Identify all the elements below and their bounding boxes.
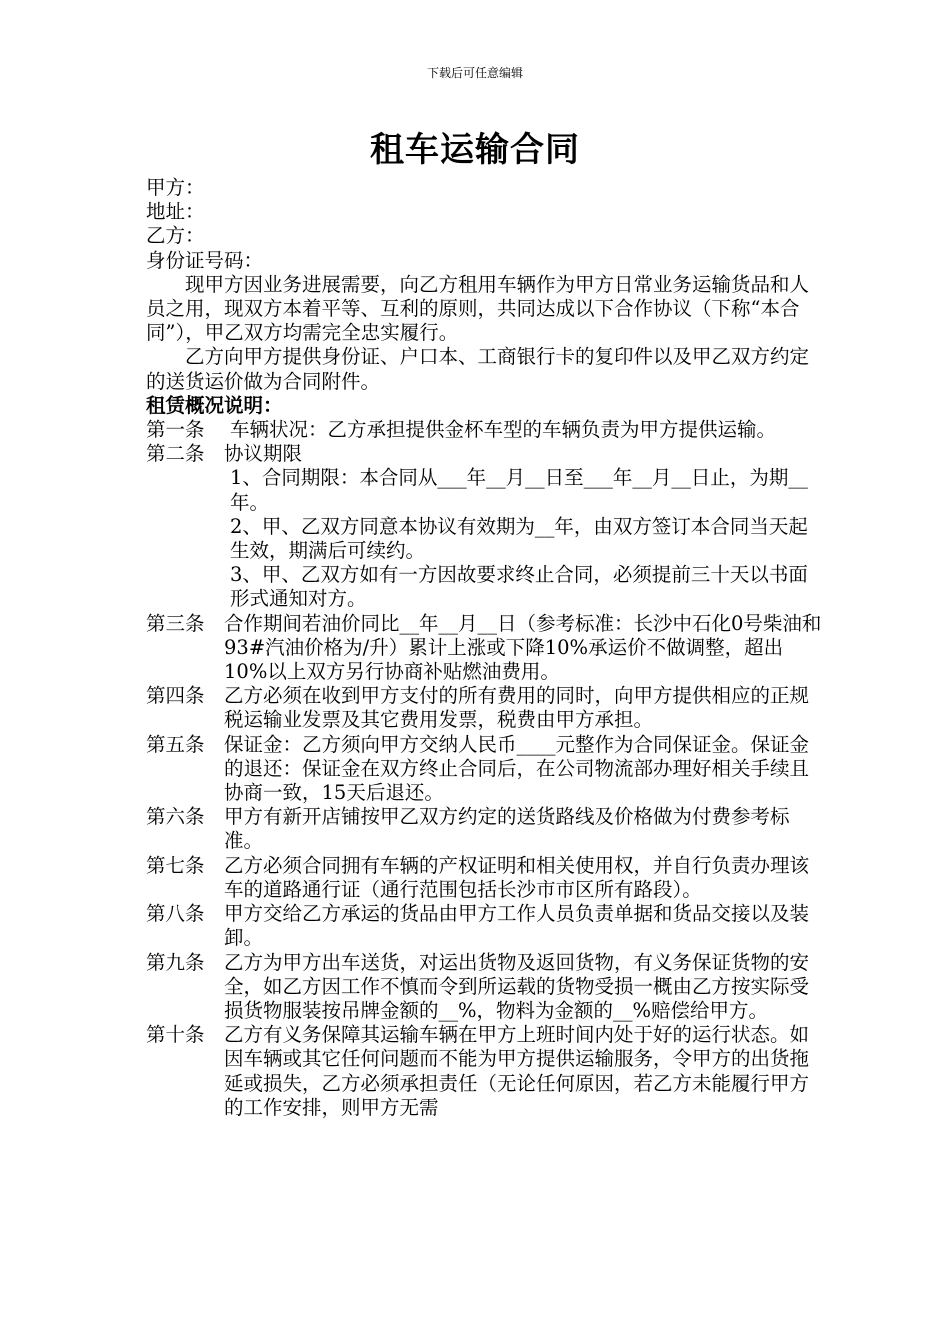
article-number: 第六条 bbox=[146, 805, 205, 829]
document-title: 租车运输合同 bbox=[370, 130, 580, 170]
article-number: 第四条 bbox=[146, 684, 205, 708]
article-9 bbox=[146, 951, 826, 1024]
article-2-item-1: 1、合同期限：本合同从___年__月__日至___年__月__日止，为期__年。 bbox=[230, 466, 808, 514]
attachment-paragraph: 乙方向甲方提供身份证、户口本、工商银行卡的复印件以及甲乙双方约定的送货运价做为合同附件。 bbox=[146, 345, 810, 393]
party-b-field: 乙方： bbox=[146, 224, 205, 248]
article-text: 乙方必须在收到甲方支付的所有费用的同时，向甲方提供相应的正规税运输业发票及其它费用发票，税费由甲方承担。 bbox=[224, 684, 810, 732]
article-number: 第三条 bbox=[146, 611, 205, 635]
article-3 bbox=[146, 612, 826, 685]
article-text: 甲方交给乙方承运的货品由甲方工作人员负责单据和货品交接以及装卸。 bbox=[224, 902, 810, 950]
article-text: 甲方有新开店铺按甲乙双方约定的送货路线及价格做为付费参考标准。 bbox=[224, 805, 790, 853]
party-a-field: 甲方： bbox=[146, 176, 205, 199]
article-number: 第九条 bbox=[146, 950, 205, 974]
article-6 bbox=[146, 805, 826, 853]
article-number: 第八条 bbox=[146, 902, 205, 926]
article-1 bbox=[146, 418, 826, 442]
intro-paragraph: 现甲方因业务进展需要，向乙方租用车辆作为甲方日常业务运输货品和人员之用，现双方本着平等、互利的原则，共同达成以下合作协议（下称“本合同”），甲乙双方均需完全忠实履行。 bbox=[146, 272, 810, 345]
contract-body bbox=[146, 176, 826, 1120]
article-text: 保证金：乙方须向甲方交纳人民币____元整作为合同保证金。保证金的退还：保证金在双方终止合同后，在公司物流部办理好相关手续且协商一致，15天后退还。 bbox=[224, 732, 810, 805]
article-8 bbox=[146, 902, 826, 950]
article-2-item-2: 2、甲、乙双方同意本协议有效期为__年，由双方签订本合同当天起生效，期满后可续约。 bbox=[230, 514, 808, 563]
article-number: 第一条 bbox=[146, 418, 205, 442]
article-number: 第七条 bbox=[146, 853, 205, 877]
article-4 bbox=[146, 684, 826, 732]
article-text: 乙方为甲方出车送货，对运出货物及返回货物，有义务保证货物的安全，如乙方因工作不慎而令到所运载的货物受损一概由乙方按实际受损货物服装按吊牌金额的__%，物料为金额的__%赔偿给甲方。 bbox=[224, 950, 810, 1022]
id-number-field: 身份证号码： bbox=[146, 248, 264, 272]
article-text: 车辆状况：乙方承担提供金杯车型的车辆负责为甲方提供运输。 bbox=[230, 418, 777, 442]
article-text: 乙方有义务保障其运输车辆在甲方上班时间内处于好的运行状态。如因车辆或其它任何问题而不能为甲方提供运输服务，令甲方的出货拖延或损失，乙方必须承担责任（无论任何原因，若乙方未能履行甲方的工作安排，则甲方无需 bbox=[224, 1023, 810, 1119]
article-number: 第十条 bbox=[146, 1023, 205, 1047]
article-number: 第五条 bbox=[146, 732, 205, 756]
article-2-items bbox=[146, 466, 826, 611]
section-heading: 租赁概况说明： bbox=[146, 393, 283, 417]
article-text: 协议期限 bbox=[224, 442, 303, 466]
article-7 bbox=[146, 854, 826, 902]
article-number: 第二条 bbox=[146, 442, 205, 466]
address-field: 地址： bbox=[146, 200, 205, 224]
article-5 bbox=[146, 733, 826, 806]
article-text: 合作期间若油价同比__年__月__日（参考标准：长沙中石化0号柴油和93#汽油价格为/升）累计上涨或下降10%承运价不做调整，超出10%以上双方另行协商补贴燃油费用。 bbox=[224, 611, 822, 684]
article-2 bbox=[146, 442, 826, 466]
article-text: 乙方必须合同拥有车辆的产权证明和相关使用权，并自行负责办理该车的道路通行证（通行范围包括长沙市市区所有路段）。 bbox=[224, 853, 810, 901]
page-header-note: 下载后可任意编辑 bbox=[426, 66, 523, 80]
article-10 bbox=[146, 1023, 826, 1120]
article-2-item-3: 3、甲、乙双方如有一方因故要求终止合同，必须提前三十天以书面形式通知对方。 bbox=[230, 563, 808, 611]
